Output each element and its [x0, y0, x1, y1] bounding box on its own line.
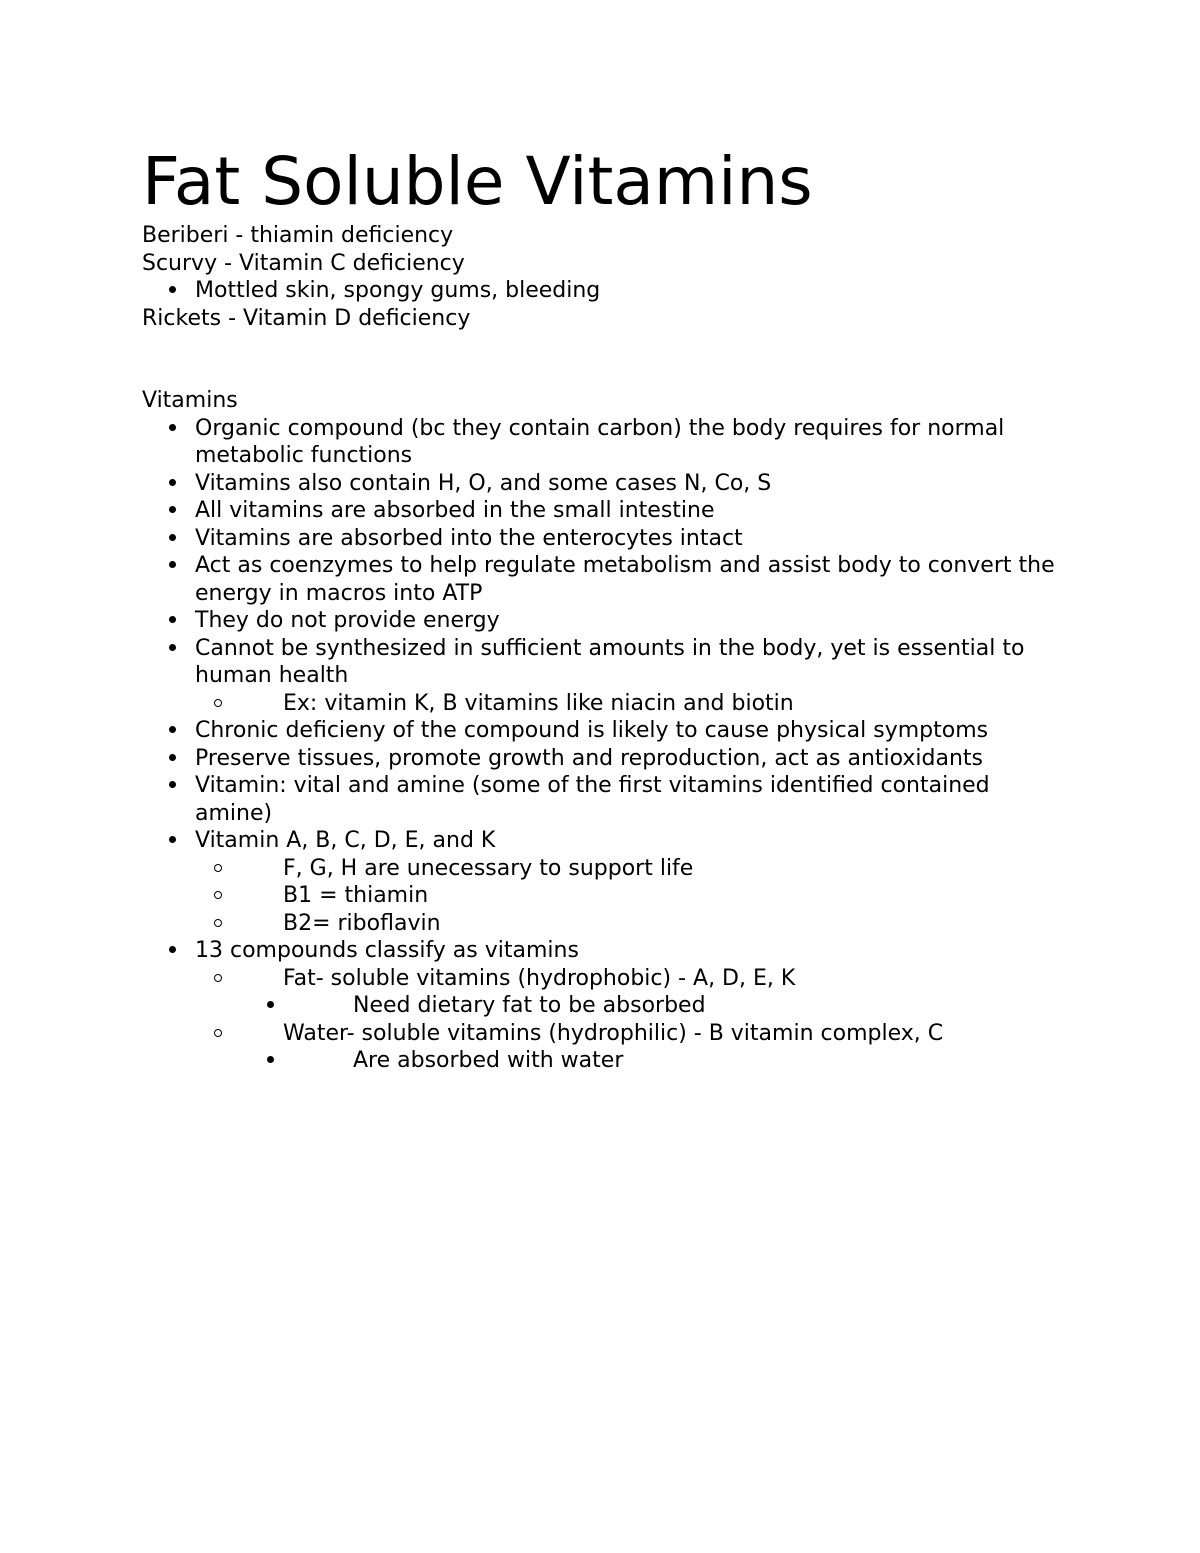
bullet-icon: [152, 717, 172, 745]
list-item: [142, 745, 1072, 773]
list-item: [142, 415, 1072, 470]
list-item: [142, 607, 1072, 635]
bullet-icon: [152, 497, 172, 525]
bullet-icon: [152, 277, 172, 305]
bullet-icon: [208, 690, 228, 718]
list-item: [142, 525, 1072, 553]
list-item-text: They do not provide energy: [195, 608, 500, 633]
list-item-text: Preserve tissues, promote growth and reproduction, act as antioxidants: [195, 745, 984, 771]
list-item-text: B2= riboflavin: [283, 910, 441, 936]
list-item: [142, 1020, 1072, 1048]
list-item-text: Mottled skin, spongy gums, bleeding: [195, 278, 601, 303]
list-item: [142, 772, 1072, 827]
list-item-text: Vitamins are absorbed into the enterocytes intact: [195, 525, 743, 551]
list-item-text: B1 = thiamin: [283, 883, 429, 908]
list-item: [142, 1047, 1072, 1075]
list-item-text: Act as coenzymes to help regulate metabolism and assist body to convert the energy in macros into ATP: [195, 553, 1055, 606]
list-item-text: Ex: vitamin K, B vitamins like niacin and biotin: [283, 690, 794, 716]
bullet-icon: [152, 772, 172, 800]
list-item: [142, 965, 1072, 993]
bullet-icon: [152, 827, 172, 855]
page-title: Fat Soluble Vitamins: [142, 143, 813, 220]
list-item: [142, 497, 1072, 525]
list-item: [142, 855, 1072, 883]
list-item-text: Need dietary fat to be absorbed: [353, 993, 706, 1018]
list-item-text: Vitamin A, B, C, D, E, and K: [195, 828, 496, 853]
bullet-icon: [152, 470, 172, 498]
list-item: [142, 992, 1072, 1020]
list-item-text: 13 compounds classify as vitamins: [195, 938, 579, 963]
bullet-icon: [208, 910, 228, 938]
bullet-icon: [152, 552, 172, 580]
list-item: [142, 882, 1072, 910]
bullet-icon: [152, 745, 172, 773]
list-item-text: Fat- soluble vitamins (hydrophobic) - A, D, E, K: [283, 965, 796, 991]
bullet-icon: [152, 937, 172, 965]
list-item-text: Chronic deficieny of the compound is likely to cause physical symptoms: [195, 718, 989, 743]
bullet-icon: [208, 855, 228, 883]
list-item-text: Vitamin: vital and amine (some of the first vitamins identified contained amine): [195, 773, 990, 826]
list-item: [142, 937, 1072, 965]
list-item: [142, 470, 1072, 498]
list-item-text: All vitamins are absorbed in the small intestine: [195, 498, 715, 523]
bullet-icon: [152, 415, 172, 443]
list-item-text: Water- soluble vitamins (hydrophilic) - B vitamin complex, C: [283, 1020, 944, 1046]
document-content: [142, 142, 1072, 1075]
list-item: [142, 910, 1072, 938]
bullet-icon: [152, 635, 172, 663]
bullet-icon: [260, 1047, 280, 1075]
bullet-icon: [208, 1020, 228, 1048]
spacer: [142, 332, 1072, 387]
scurvy-line: Scurvy - Vitamin C deficiency: [142, 250, 465, 276]
rickets-line: Rickets - Vitamin D deficiency: [142, 305, 471, 331]
list-item: [142, 277, 1072, 305]
list-item-text: Organic compound (bc they contain carbon) the body requires for normal metabolic functions: [195, 415, 1005, 468]
bullet-icon: [208, 882, 228, 910]
vitamins-heading: Vitamins: [142, 388, 238, 413]
list-item: [142, 635, 1072, 690]
bullet-icon: [260, 992, 280, 1020]
beriberi-line: Beriberi - thiamin deficiency: [142, 223, 454, 248]
list-item: [142, 552, 1072, 607]
bullet-icon: [208, 965, 228, 993]
list-item: [142, 690, 1072, 718]
list-item: [142, 717, 1072, 745]
list-item-text: Vitamins also contain H, O, and some cases N, Co, S: [195, 470, 772, 496]
list-item-text: Cannot be synthesized in sufficient amounts in the body, yet is essential to human health: [195, 635, 1025, 688]
bullet-icon: [152, 525, 172, 553]
list-item-text: F, G, H are unecessary to support life: [283, 855, 694, 881]
list-item: [142, 827, 1072, 855]
list-item-text: Are absorbed with water: [353, 1048, 624, 1073]
bullet-icon: [152, 607, 172, 635]
